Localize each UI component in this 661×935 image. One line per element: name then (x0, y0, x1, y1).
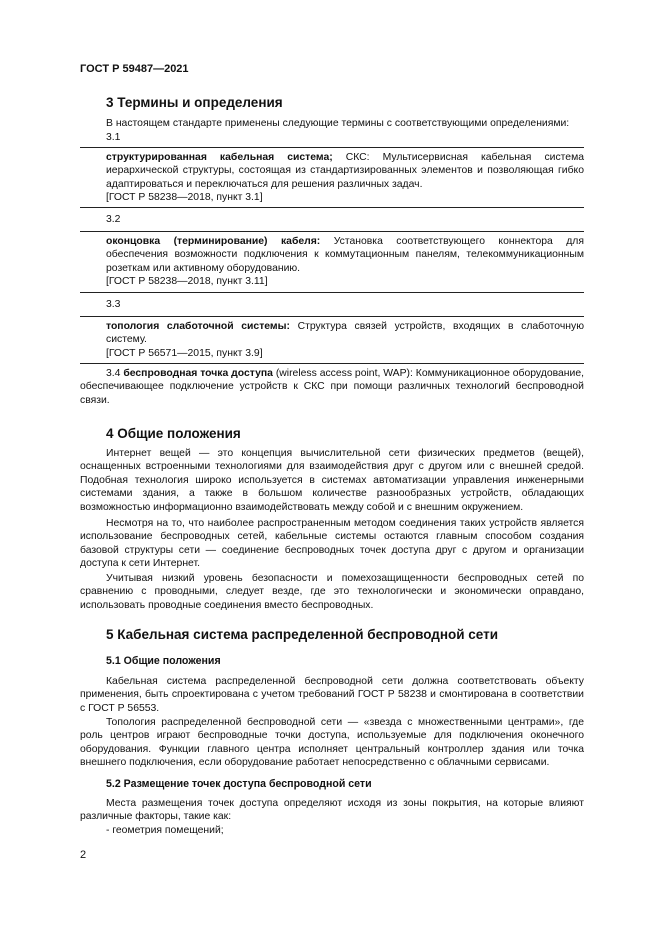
term-number: 3.3 (106, 299, 121, 310)
term-source: [ГОСТ Р 56571—2015, пункт 3.9] (106, 347, 263, 359)
subsection-5-2-title: 5.2 Размещение точек доступа беспроводной сети (106, 778, 372, 790)
term-name: структурированная кабельная система; (106, 152, 333, 163)
term-3-4 (80, 367, 584, 407)
page-number: 2 (80, 849, 87, 861)
term-definition (80, 148, 584, 191)
paragraph: Несмотря на то, что наиболее распространенным методом соединения таких устройств является использование беспроводных сетей, кабельные системы остаются главным способом создания базовой структуры сети — соединение беспроводных точек доступа друг с другом и организации доступа к сети Интернет. (80, 518, 584, 570)
term-text: Установка соответствующего коннектора для обеспечения возможности подключения к коммутационным панелям, телекоммуникационным розеткам или активному оборудованию. (106, 236, 584, 274)
term-text: СКС: Мультисервисная кабельная система иерархической структуры, состоящая из стандартизированных элементов и позволяющая гибко адаптироваться и переключаться для решения различных задач. (106, 152, 584, 190)
term-number: 3.2 (106, 214, 121, 225)
paragraph: Кабельная система распределенной беспроводной сети должна соответствовать объекту применения, быть спроектирована с учетом требований ГОСТ Р 58238 и смонтирована в соответствии с ГОСТ Р 56553. (80, 676, 584, 714)
section-4-title: 4 Общие положения (106, 426, 241, 441)
term-box (80, 231, 584, 293)
term-number: 3.4 (106, 368, 121, 379)
term-definition (80, 232, 584, 275)
term-name: беспроводная точка доступа (123, 368, 273, 379)
term-box (80, 147, 584, 208)
list-item: - геометрия помещений; (106, 825, 224, 836)
section-3-title: 3 Термины и определения (106, 95, 283, 110)
term-box (80, 316, 584, 364)
term-text: (wireless access point, WAP): Коммуникационное оборудование, обеспечивающее подключение устройств к СКС при помощи различных технологий беспроводной связи. (80, 368, 585, 406)
paragraph: Места размещения точек доступа определяют исходя из зоны покрытия, на которые влияют различные факторы, такие как: (80, 798, 584, 823)
term-name: оконцовка (терминирование) кабеля: (106, 236, 321, 247)
section-5-title: 5 Кабельная система распределенной беспроводной сети (106, 627, 499, 642)
term-text: Структура связей устройств, входящих в слаботочную систему. (106, 321, 584, 346)
paragraph: Учитывая низкий уровень безопасности и помехозащищенности беспроводных сетей по сравнению с проводными, следует везде, где это технологически и экономически оправдано, использовать проводные соединения вместо беспроводных. (80, 573, 584, 611)
document-header: ГОСТ Р 59487—2021 (80, 63, 189, 75)
term-source: [ГОСТ Р 58238—2018, пункт 3.11] (106, 276, 268, 288)
paragraph: Топология распределенной беспроводной сети — «звезда с множественными центрами», где роль центров играют беспроводные точки доступа, используемые для подключения оконечного оборудования. Функции главного центра исполняет центральный контроллер здания или точка внешнего подключения, если оборудование работает непосредственно с облачными сервисами. (80, 717, 584, 769)
term-source: [ГОСТ Р 58238—2018, пункт 3.1] (106, 192, 263, 204)
paragraph: Интернет вещей — это концепция вычислительной сети физических предметов (вещей), оснащенных встроенными технологиями для взаимодействия друг с другом или с внешней средой. Подобная технология широко используется в системах автоматизации управления инженерными системами здания, а также в большом количестве разнообразных устройств, обладающих возможностью информационно взаимодействовать между собой и с внешним окружением. (80, 448, 584, 513)
term-definition (80, 317, 584, 347)
subsection-5-1-title: 5.1 Общие положения (106, 655, 221, 667)
term-number: 3.1 (106, 132, 121, 143)
term-name: топология слаботочной системы: (106, 321, 290, 332)
section-3-intro: В настоящем стандарте применены следующие термины с соответствующими определениями: (106, 118, 570, 129)
